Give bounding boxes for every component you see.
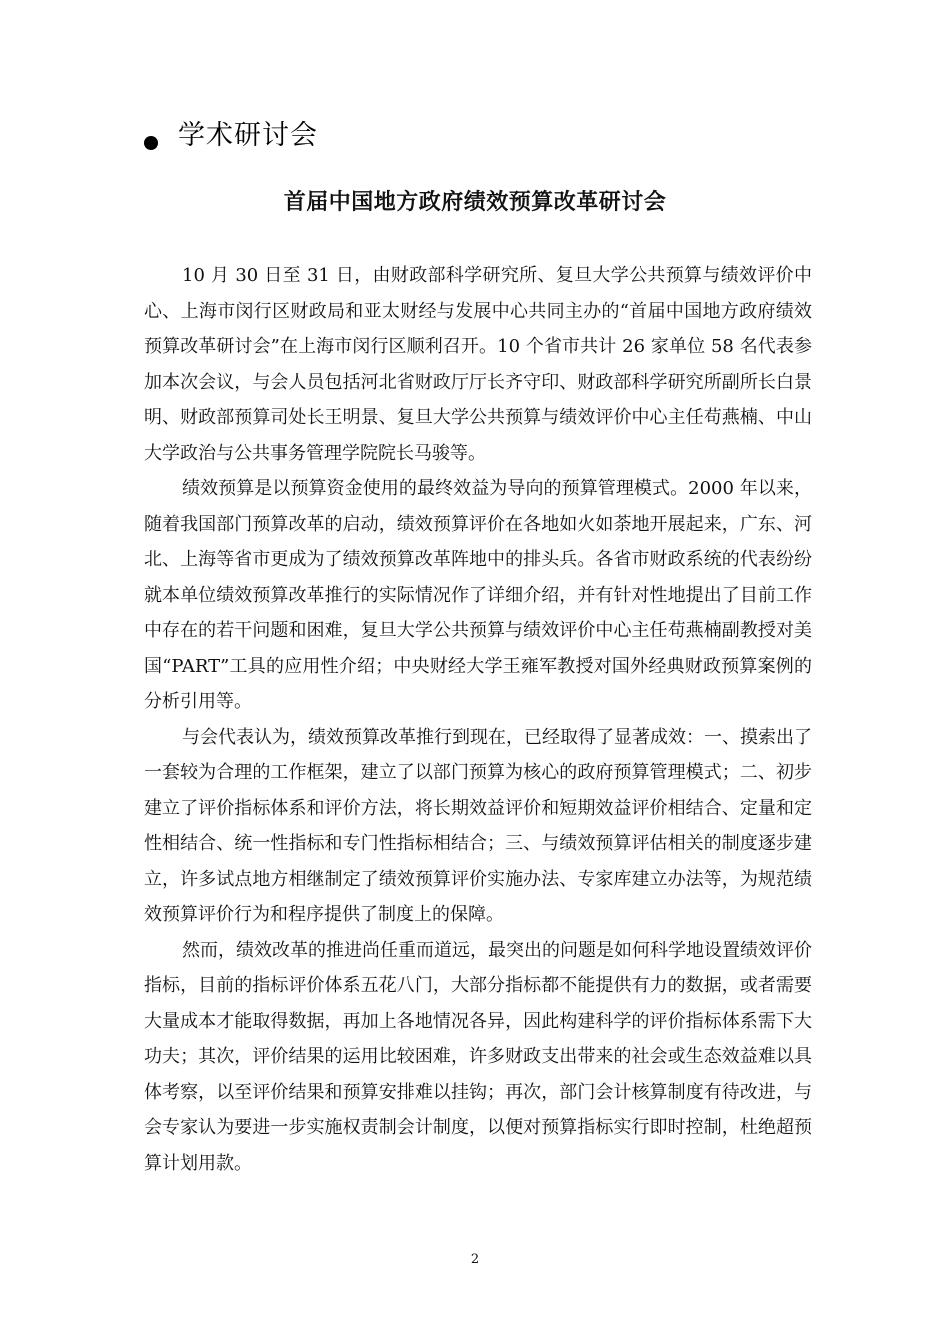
paragraph-2: 绩效预算是以预算资金使用的最终效益为导向的预算管理模式。2000 年以来，随着我国部门预算改革的启动，绩效预算评价在各地如火如荼地开展起来，广东、河北、上海等省市更成为了绩效预算改革阵地中的排头兵。各省市财政系统的代表纷纷就本单位绩效预算改革推行的实际情况作了详细介绍，并有针对性地提出了目前工作中存在的若干问题和困难，复旦大学公共预算与绩效评价中心主任苟燕楠副教授对美国“PART”工具的应用性介绍；中央财经大学王雍军教授对国外经典财政预算案例的分析引用等。 [144, 478, 812, 712]
article-title: 首届中国地方政府绩效预算改革研讨会 [283, 189, 667, 215]
paragraph-1: 10 月 30 日至 31 日，由财政部科学研究所、复旦大学公共预算与绩效评价中心、上海市闵行区财政局和亚太财经与发展中心共同主办的“首届中国地方政府绩效预算改革研讨会”在上海市闵行区顺利召开。10 个省市共计 26 家单位 58 名代表参加本次会议，与会人员包括河北省财政厅厅长齐守印、财政部科学研究所副所长白景明、财政部预算司处长王明景、复旦大学公共预算与绩效评价中心主任苟燕楠、中山大学政治与公共事务管理学院院长马骏等。 [144, 265, 812, 464]
paragraph-4: 然而，绩效改革的推进尚任重而道远，最突出的问题是如何科学地设置绩效评价指标，目前的指标评价体系五花八门，大部分指标都不能提供有力的数据，或者需要大量成本才能取得数据，再加上各地情况各异，因此构建科学的评价指标体系需下大功夫；其次，评价结果的运用比较困难，许多财政支出带来的社会或生态效益难以具体考察，以至评价结果和预算安排难以挂钩；再次，部门会计核算制度有待改进，与会专家认为要进一步实施权责制会计制度，以便对预算指标实行即时控制，杜绝超预算计划用款。 [144, 939, 812, 1174]
bullet-icon [144, 136, 158, 150]
paragraph-3: 与会代表认为，绩效预算改革推行到现在，已经取得了显著成效：一、摸索出了一套较为合理的工作框架，建立了以部门预算为核心的政府预算管理模式；二、初步建立了评价指标体系和评价方法，将长期效益评价和短期效益评价相结合、定量和定性相结合、统一性指标和专门性指标相结合；三、与绩效预算评估相关的制度逐步建立，许多试点地方相继制定了绩效预算评价实施办法、专家库建立办法等，为规范绩效预算评价行为和程序提供了制度上的保障。 [144, 726, 812, 925]
section-title: 学术研讨会 [178, 119, 318, 151]
page-number: 2 [470, 1252, 480, 1267]
article-body [144, 258, 812, 1181]
section-header [144, 110, 318, 154]
